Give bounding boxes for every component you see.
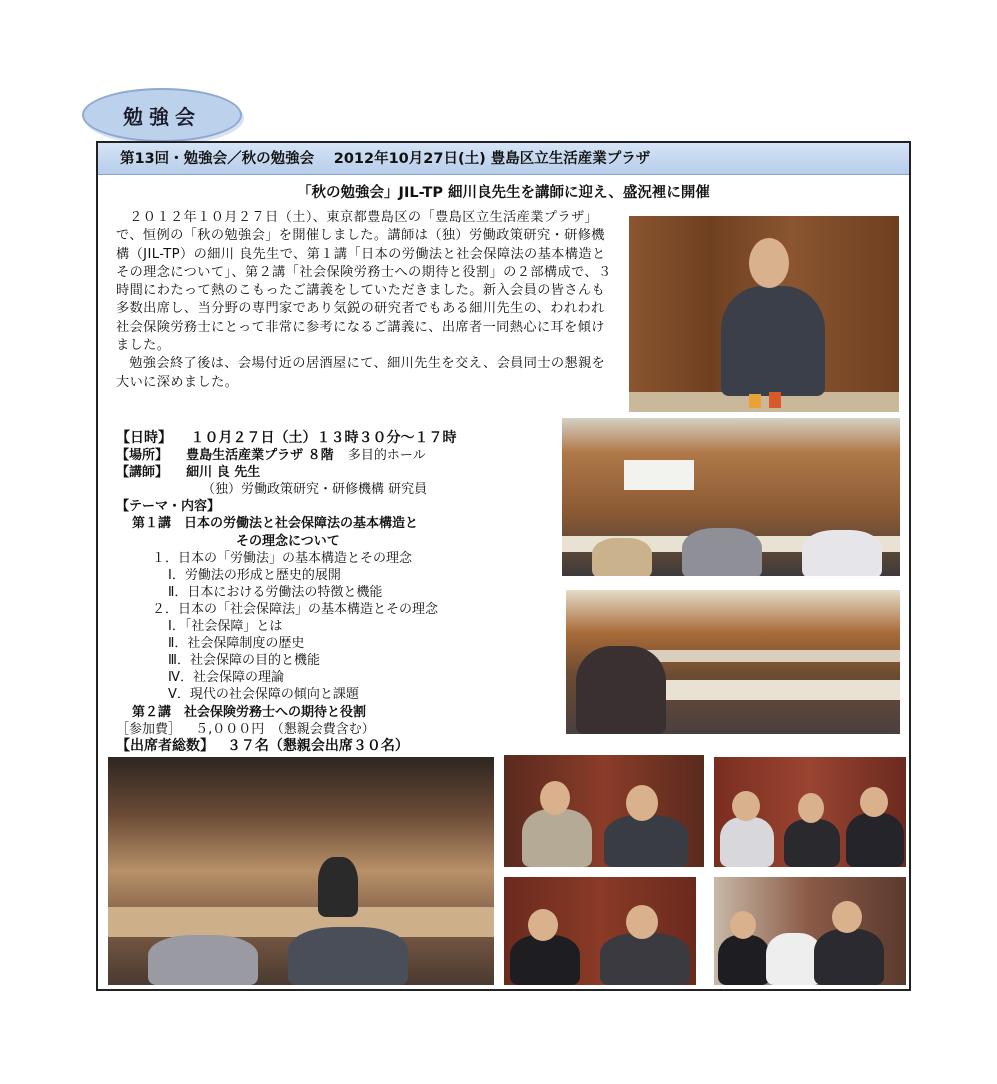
lecturer-label: 【講師】 — [116, 465, 169, 481]
lecture1-item: Ⅰ．労働法の形成と歴史的展開 — [168, 567, 341, 583]
lecture1-item: Ⅰ．「社会保障」とは — [168, 619, 283, 635]
party-photo — [504, 755, 704, 867]
lecture1-section: ２．日本の「社会保障法」の基本構造とその理念 — [152, 601, 439, 617]
lecture1-item: Ⅴ．現代の社会保障の傾向と課題 — [168, 687, 359, 703]
date-value: １０月２７日（土）１３時３０分～１７時 — [190, 430, 457, 446]
badge-label: 勉強会 — [123, 104, 201, 129]
article-subtitle: 「秋の勉強会」JIL-TP 細川良先生を講師に迎え、盛況裡に開催 — [297, 185, 710, 201]
event-details — [116, 430, 636, 755]
lecturer-value: 細川 良 先生 — [186, 465, 261, 481]
attendance-row — [116, 738, 636, 755]
lecture1-item: Ⅳ．社会保障の理論 — [168, 670, 284, 686]
article-body — [116, 209, 614, 392]
izakaya-photo — [108, 757, 494, 985]
lecture1-section: １．日本の「労働法」の基本構造とその理念 — [152, 550, 413, 566]
lecture2-title: 第２講 社会保険労務士への期待と役割 — [132, 704, 367, 720]
lecturer-photo — [629, 216, 899, 412]
theme-label: 【テーマ・内容】 — [116, 499, 221, 515]
lecturer-row — [116, 464, 636, 481]
section-badge — [82, 88, 242, 142]
body-paragraph: ２０１２年１０月２７日（土）、東京都豊島区の「豊島区立生活産業プラザ」で、恒例の「秋の勉強会」を開催しました。講師は（独）労働政策研究・研修機構（JIL-TP）の細川 良先生で、第１講「日本の労働法と社会保障法の基本構造とその理念について」、第２講「社会保険労務士への期待と役割」の２部構成で、３時間にわたって熱のこもったご講義をしていただきました。新入会員の皆さんも多数出席し、当分野の専門家であり気鋭の研究者でもある細川先生の、われわれ社会保険労務士にとって非常に参考になるご講義に、出席者一同熱心に耳を傾けました。 — [116, 210, 612, 354]
place-row — [116, 447, 636, 464]
lecturer-affil: （独）労働政策研究・研修機構 研究員 — [202, 482, 428, 498]
date-label: 【日時】 — [116, 430, 172, 446]
article-frame — [96, 141, 911, 991]
attendance-value: ３７名（懇親会出席３０名） — [226, 737, 409, 754]
lecture1-item: Ⅲ．社会保障の目的と機能 — [168, 653, 320, 669]
party-photo — [714, 757, 906, 867]
place-room: 多目的ホール — [347, 448, 426, 464]
body-paragraph: 勉強会終了後は、会場付近の居酒屋にて、細川先生を交え、会員同士の懇親を大いに深めました。 — [116, 356, 606, 390]
audience-photo — [566, 590, 900, 734]
fee-value: ５,０００円 （懇親会費含む） — [195, 721, 375, 737]
date-row — [116, 430, 636, 447]
lecture1-title: 第１講 日本の労働法と社会保障法の基本構造と — [132, 516, 419, 532]
place-label: 【場所】 — [116, 448, 169, 464]
attendance-label: 【出席者総数】 — [116, 737, 214, 754]
party-photo — [714, 877, 906, 985]
party-photo — [504, 877, 696, 985]
lecture1-item: Ⅱ．社会保障制度の歴史 — [168, 636, 305, 652]
place-value: 豊島生活産業プラザ ８階 — [186, 448, 334, 464]
fee-label: ［参加費］ — [116, 721, 182, 737]
lecture1-item: Ⅱ．日本における労働法の特徴と機能 — [168, 584, 383, 600]
lecture1-title-cont: その理念について — [236, 533, 340, 549]
fee-row — [116, 721, 636, 738]
seminar-room-photo — [562, 418, 900, 576]
article-header: 第13回・勉強会／秋の勉強会 2012年10月27日(土) 豊島区立生活産業プラザ — [98, 143, 909, 175]
